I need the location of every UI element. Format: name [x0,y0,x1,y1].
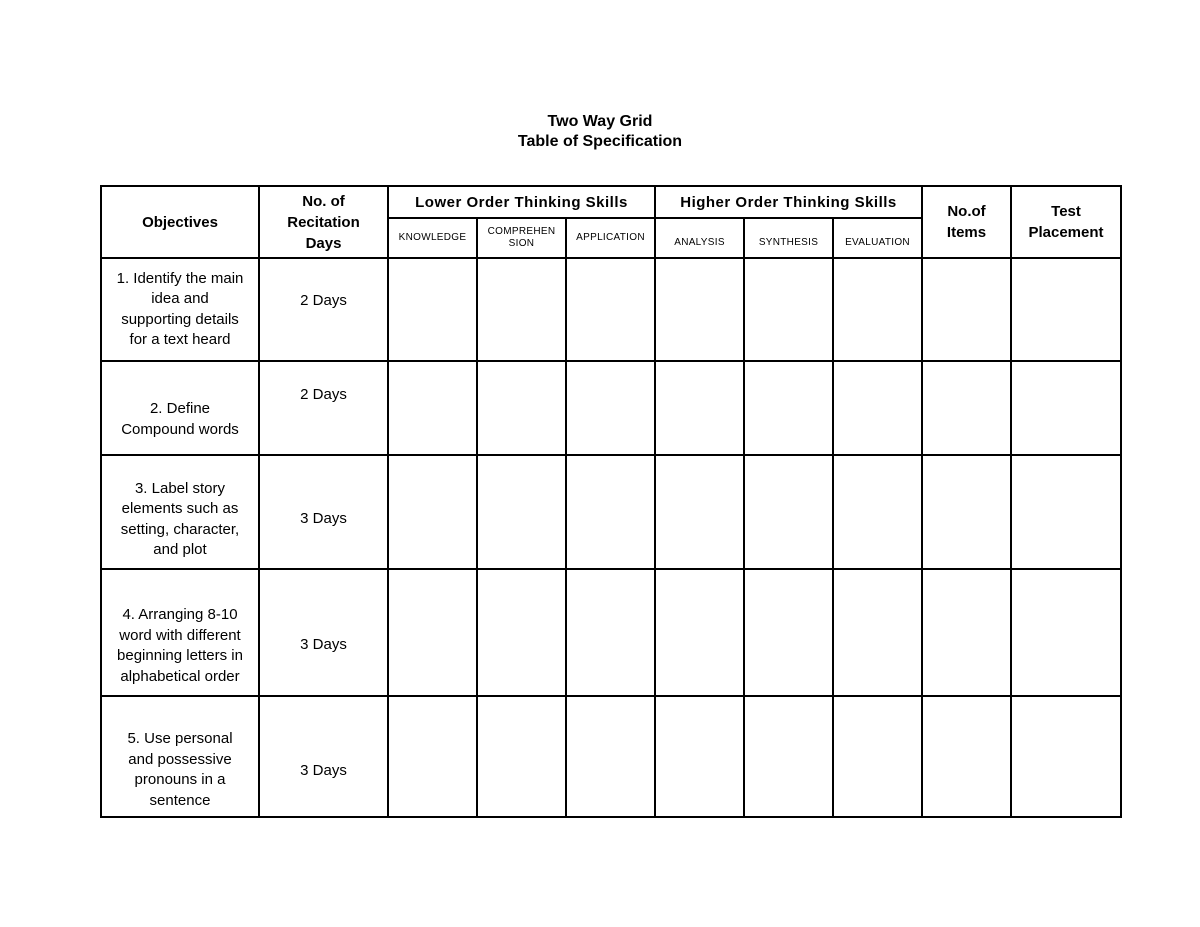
evaluation-cell [833,455,922,569]
items-cell [922,569,1011,696]
header-test-placement: Test Placement [1011,186,1121,258]
comprehension-cell [477,455,566,569]
application-cell [566,361,655,455]
application-cell [566,258,655,361]
synthesis-cell [744,361,833,455]
objective-cell: 2. Define Compound words [101,361,259,455]
items-cell [922,361,1011,455]
placement-cell [1011,569,1121,696]
header-no-of-items: No.of Items [922,186,1011,258]
header-comprehension: COMPREHEN SION [477,218,566,258]
specification-table [100,185,1122,818]
header-recitation-days: No. of Recitation Days [259,186,388,258]
placement-cell [1011,696,1121,817]
header-application: APPLICATION [566,218,655,258]
comprehension-cell [477,258,566,361]
table-row [101,455,1121,569]
knowledge-cell [388,696,477,817]
comprehension-cell [477,569,566,696]
knowledge-cell [388,258,477,361]
knowledge-cell [388,361,477,455]
analysis-cell [655,455,744,569]
objective-cell: 1. Identify the main idea and supporting details for a text heard [101,258,259,361]
header-objectives: Objectives [101,186,259,258]
application-cell [566,455,655,569]
header-row-groups [101,186,1121,218]
evaluation-cell [833,569,922,696]
items-cell [922,696,1011,817]
evaluation-cell [833,696,922,817]
table-row [101,361,1121,455]
recitation-days-cell: 3 Days [259,696,388,817]
recitation-days-cell: 3 Days [259,569,388,696]
evaluation-cell [833,361,922,455]
header-evaluation: EVALUATION [833,218,922,258]
recitation-days-cell: 3 Days [259,455,388,569]
knowledge-cell [388,455,477,569]
items-cell [922,455,1011,569]
header-synthesis: SYNTHESIS [744,218,833,258]
objective-cell: 5. Use personal and possessive pronouns in a sentence [101,696,259,817]
objective-cell: 4. Arranging 8-10 word with different beginning letters in alphabetical order [101,569,259,696]
recitation-days-cell: 2 Days [259,258,388,361]
recitation-days-cell: 2 Days [259,361,388,455]
objective-cell: 3. Label story elements such as setting, character, and plot [101,455,259,569]
application-cell [566,696,655,817]
synthesis-cell [744,455,833,569]
comprehension-cell [477,361,566,455]
placement-cell [1011,361,1121,455]
table-row [101,569,1121,696]
synthesis-cell [744,569,833,696]
synthesis-cell [744,696,833,817]
analysis-cell [655,696,744,817]
table-row [101,258,1121,361]
header-analysis: ANALYSIS [655,218,744,258]
items-cell [922,258,1011,361]
knowledge-cell [388,569,477,696]
table-row [101,696,1121,817]
document-subtitle: Table of Specification [517,133,683,150]
document-title-block [0,112,1200,152]
document-title: Two Way Grid [547,113,653,130]
analysis-cell [655,569,744,696]
comprehension-cell [477,696,566,817]
analysis-cell [655,258,744,361]
header-knowledge: KNOWLEDGE [388,218,477,258]
placement-cell [1011,258,1121,361]
header-lower-order: Lower Order Thinking Skills [388,186,655,218]
analysis-cell [655,361,744,455]
header-higher-order: Higher Order Thinking Skills [655,186,922,218]
evaluation-cell [833,258,922,361]
placement-cell [1011,455,1121,569]
application-cell [566,569,655,696]
synthesis-cell [744,258,833,361]
